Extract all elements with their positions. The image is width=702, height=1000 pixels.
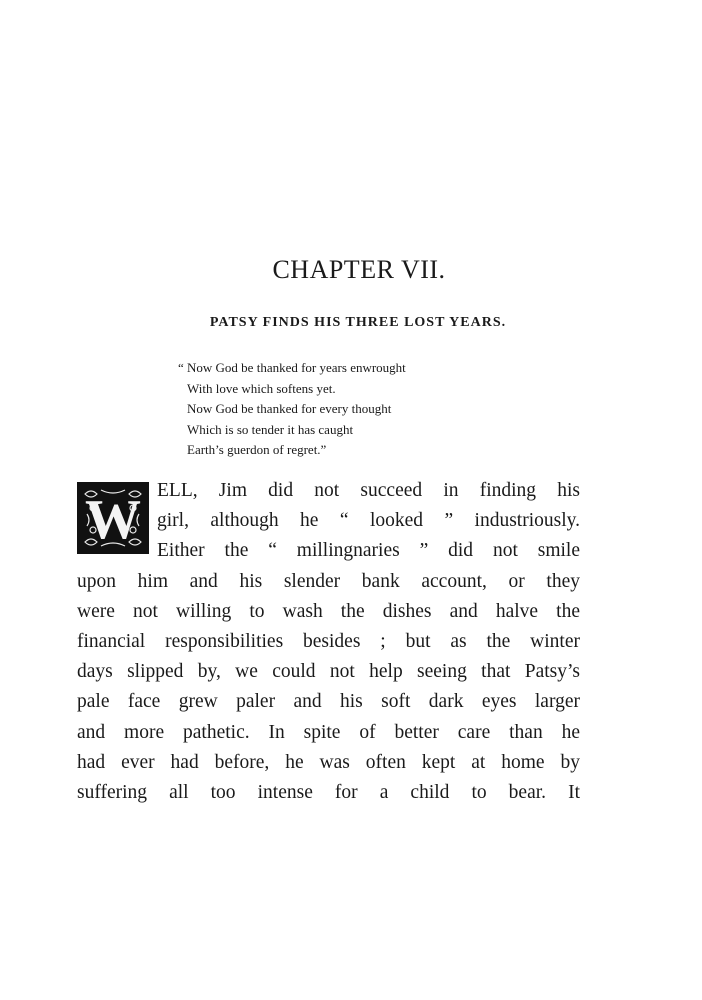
body-line: upon him and his slender bank account, or they [77,570,580,592]
epigraph-line: With love which softens yet. [187,380,336,396]
epigraph-line: Earth’s guerdon of regret.” [187,442,327,457]
epigraph-line: “ Now God be thanked for years enwrought [178,360,406,375]
body-line: pale face grew paler and his soft dark eyes larger [77,691,580,713]
body-line: Either the “ millingnaries ” did not smile [157,540,580,562]
drop-cap-letter: W [85,489,141,551]
body-line: were not willing to wash the dishes and halve the [77,600,580,622]
body-line: financial responsibilities besides ; but as the winter [77,631,580,653]
body-line: girl, although he “ looked ” industriously. [157,510,580,532]
body-line: days slipped by, we could not help seeing that Patsy’s [77,661,580,683]
chapter-title: CHAPTER VII. [272,255,446,284]
drop-cap-ornament [77,482,149,554]
epigraph-line: Which is so tender it has caught [187,421,354,437]
chapter-subtitle: PATSY FINDS HIS THREE LOST YEARS. [209,315,507,330]
drop-cap-ornament-icon [79,484,147,552]
body-line: suffering all too intense for a child to bear. It [77,782,580,804]
epigraph [178,358,406,461]
body-line: ELL, Jim did not succeed in finding his [157,480,580,501]
body-line: had ever had before, he was often kept at home by [77,751,580,773]
body-line: and more pathetic. In spite of better care than he [77,721,580,743]
epigraph-line: Now God be thanked for every thought [187,401,392,416]
body-paragraph [77,476,580,808]
